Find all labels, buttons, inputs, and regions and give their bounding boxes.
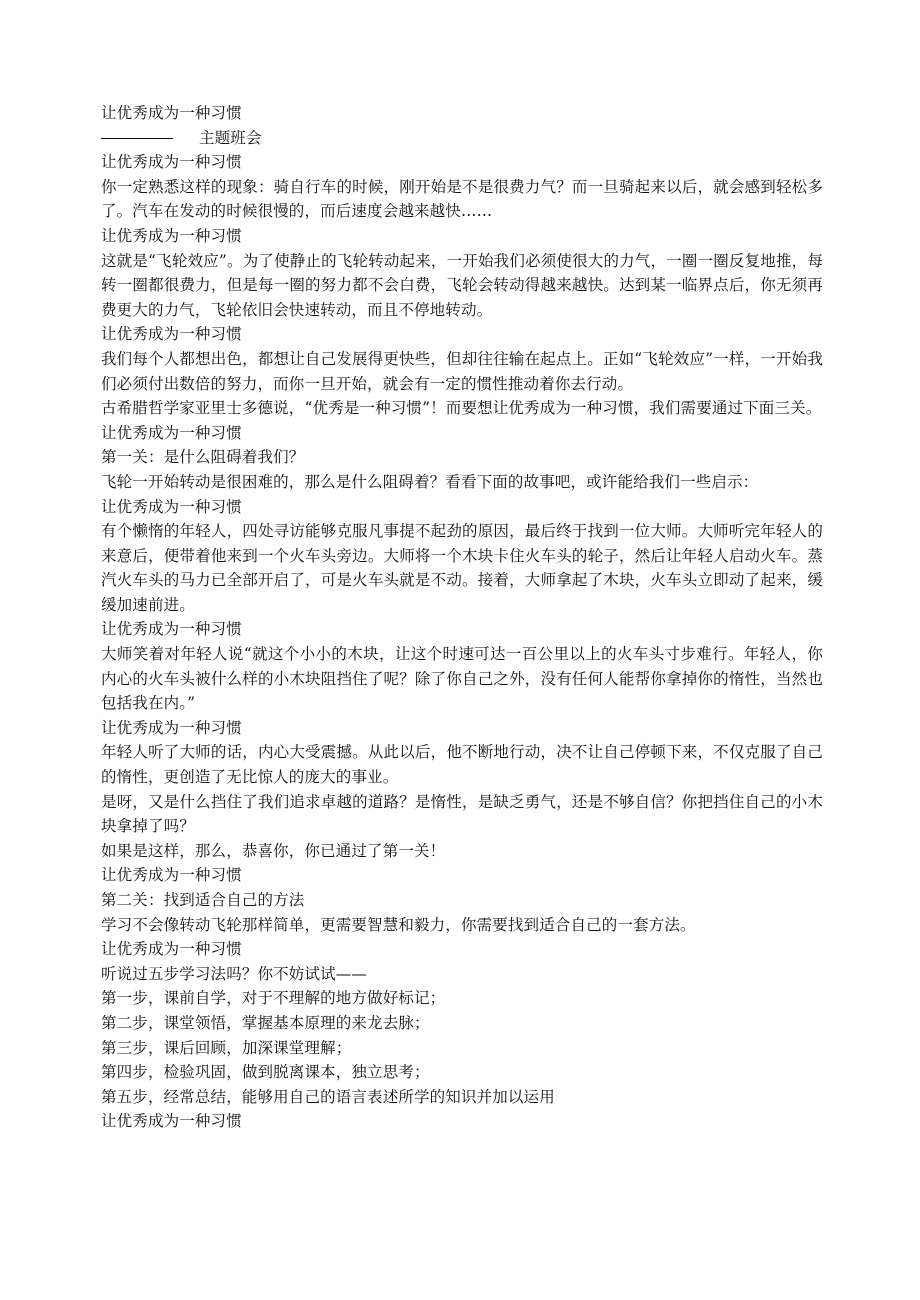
- paragraph: 学习不会像转动飞轮那样简单，更需要智慧和毅力，你需要找到适合自己的一套方法。: [101, 915, 696, 934]
- paragraph: 有个懒惰的年轻人，四处寻访能够克服凡事提不起劲的原因，最后终于找到一位大师。大师听完年轻人的来意后，便带着他来到一个火车头旁边。大师将一个木块卡住火车头的轮子，然后让年轻人启动火车。蒸汽火车头的马力已全部开启了，可是火车头就是不动。接着，大师拿起了木块，火车头立即动了起来，缓缓加速前进。: [101, 522, 823, 614]
- document-subtitle: 主题班会: [199, 128, 262, 147]
- paragraph: 让优秀成为一种习惯: [101, 325, 242, 344]
- paragraph: 第四步，检验巩固，做到脱离课本，独立思考；: [101, 1063, 430, 1082]
- paragraph: 第二步，课堂领悟，掌握基本原理的来龙去脉；: [101, 1013, 430, 1032]
- document-body: [101, 101, 823, 1134]
- paragraph: 让优秀成为一种习惯: [101, 423, 242, 442]
- dash-separator: [101, 138, 173, 139]
- paragraph: 你一定熟悉这样的现象：骑自行车的时候，刚开始是不是很费力气？而一旦骑起来以后，就会感到轻松多了。汽车在发动的时候很慢的，而后速度会越来越快……: [101, 177, 823, 221]
- paragraph: 第一步，课前自学，对于不理解的地方做好标记；: [101, 989, 446, 1008]
- paragraph: 让优秀成为一种习惯: [101, 940, 242, 959]
- paragraph: 我们每个人都想出色，都想让自己发展得更快些，但却往往输在起点上。正如“飞轮效应”一样，一开始我们必须付出数倍的努力，而你一旦开始，就会有一定的惯性推动着你去行动。: [101, 349, 823, 393]
- paragraph: 飞轮一开始转动是很困难的，那么是什么阻碍着？看看下面的故事吧，或许能给我们一些启示：: [101, 472, 759, 491]
- paragraph: 古希腊哲学家亚里士多德说，“优秀是一种习惯”！而要想让优秀成为一种习惯，我们需要通过下面三关。: [101, 399, 822, 418]
- paragraph: 让优秀成为一种习惯: [101, 620, 242, 639]
- document-title: 让优秀成为一种习惯: [101, 104, 242, 122]
- paragraph: 让优秀成为一种习惯: [101, 718, 242, 737]
- paragraph: 第三步，课后回顾，加深课堂理解；: [101, 1038, 352, 1057]
- paragraph: 第二关：找到适合自己的方法: [101, 891, 305, 909]
- paragraph: 听说过五步学习法吗？你不妨试试——: [101, 964, 368, 983]
- subtitle-row: [101, 126, 823, 151]
- paragraph: 是呀，又是什么挡住了我们追求卓越的道路？是惰性，是缺乏勇气，还是不够自信？你把挡住自己的小木块拿掉了吗？: [101, 792, 823, 836]
- paragraph: 让优秀成为一种习惯: [101, 866, 242, 885]
- paragraph: 让优秀成为一种习惯: [101, 497, 242, 516]
- paragraph: 年轻人听了大师的话，内心大受震撼。从此以后，他不断地行动，决不让自己停顿下来，不仅克服了自己的惰性，更创造了无比惊人的庞大的事业。: [101, 743, 823, 787]
- paragraph: 让优秀成为一种习惯: [101, 153, 242, 172]
- paragraph: 让优秀成为一种习惯: [101, 1112, 242, 1131]
- paragraph: 让优秀成为一种习惯: [101, 226, 242, 245]
- paragraph: 第一关：是什么阻碍着我们？: [101, 448, 305, 467]
- paragraph: 大师笑着对年轻人说“就这个小小的木块，让这个时速可达一百公里以上的火车头寸步难行。年轻人，你内心的火车头被什么样的小木块阻挡住了呢？除了你自己之外，没有任何人能帮你拿掉你的惰性，当然也包括我在内。”: [101, 645, 823, 713]
- paragraph: 这就是“飞轮效应”。为了使静止的飞轮转动起来，一开始我们必须使很大的力气，一圈一圈反复地推，每转一圈都很费力，但是每一圈的努力都不会白费，飞轮会转动得越来越快。达到某一临界点后，你无须再费更大的力气，飞轮依旧会快速转动，而且不停地转动。: [101, 251, 823, 319]
- paragraph: 如果是这样，那么，恭喜你，你已通过了第一关！: [101, 841, 446, 860]
- paragraph: 第五步，经常总结，能够用自己的语言表述所学的知识并加以运用: [101, 1087, 555, 1106]
